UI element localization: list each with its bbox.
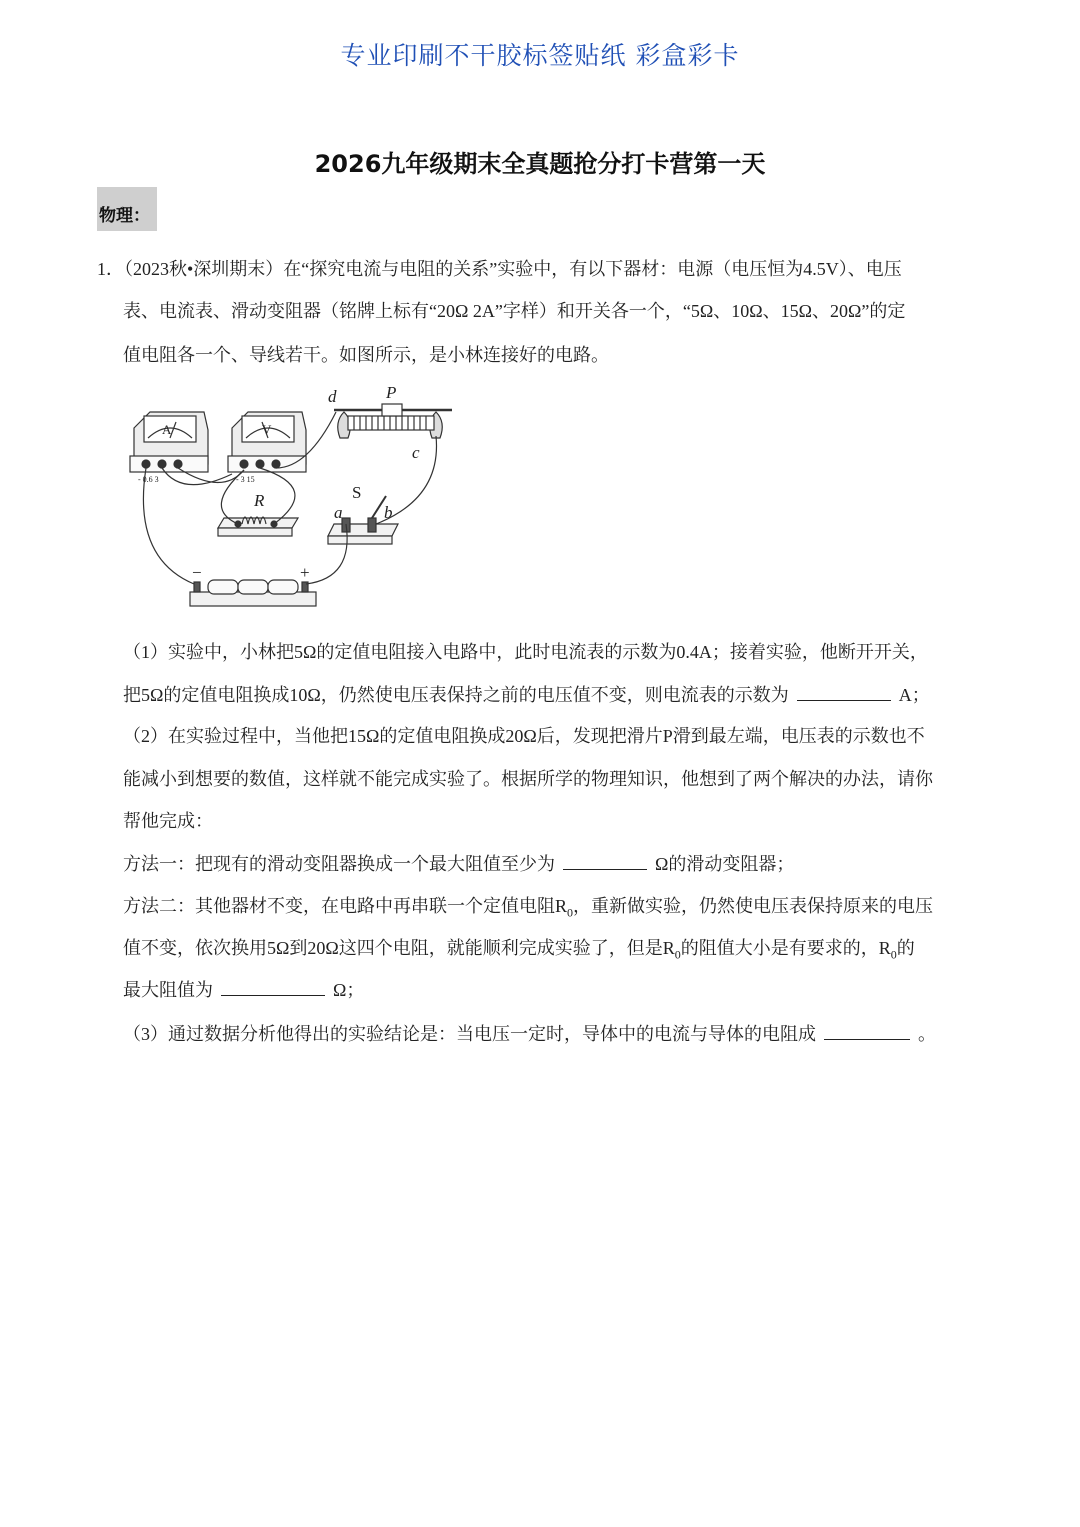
part1-line-1: （1）实验中，小林把5Ω的定值电阻接入电路中，此时电流表的示数为0.4A；接着实验，他断开开关， (123, 642, 928, 662)
part2-line-1: （2）在实验过程中，当他把15Ω的定值电阻换成20Ω后，发现把滑片P滑到最左端，电压表的示数也不 (123, 726, 925, 746)
part3-end: 。 (918, 1024, 936, 1044)
method2-text-2: ，重新做实验，仍然使电压表保持原来的电压 (573, 896, 934, 916)
method2-text-4: 的阻值大小是有要求的，R (680, 938, 891, 958)
method2-line-2 (123, 934, 915, 963)
answer-blank-4[interactable] (824, 1021, 910, 1040)
method1-unit: Ω的滑动变阻器； (655, 854, 795, 874)
label-R: R (254, 491, 265, 510)
part1-unit: A； (898, 685, 930, 705)
label-a: a (334, 503, 343, 522)
label-P: P (386, 383, 397, 402)
label-minus: − (192, 563, 202, 582)
part1-line-2-text: 把5Ω的定值电阻换成10Ω，仍然使电压表保持之前的电压值不变，则电流表的示数为 (123, 685, 789, 705)
voltmeter-terminal-labels: - 3 15 (236, 475, 255, 484)
subject-label: 物理： (97, 187, 157, 231)
method2-text-1: 方法二：其他器材不变，在电路中再串联一个定值电阻R (123, 896, 568, 916)
part1-line-2 (123, 681, 930, 707)
method2-line-1 (123, 892, 933, 921)
circuit-diagram (122, 378, 472, 610)
method2-text-3: 值不变，依次换用5Ω到20Ω这四个电阻，就能顺利完成实验了，但是R (123, 938, 675, 958)
question-line-2: 表、电流表、滑动变阻器（铭牌上标有“20Ω 2A”字样）和开关各一个，“5Ω、10Ω、15Ω、20Ω”的定 (123, 301, 906, 321)
page-title: 2026九年级期末全真题抢分打卡营第一天 (314, 150, 766, 178)
r0-subscript: 0 (674, 947, 681, 962)
ammeter (130, 412, 208, 472)
rheostat (334, 404, 452, 438)
method2-line-3 (123, 976, 364, 1002)
part2-line-3: 帮他完成： (123, 811, 213, 831)
label-S: S (352, 483, 362, 502)
question-line-3: 值电阻各一个、导线若干。如图所示，是小林连接好的电路。 (123, 345, 609, 365)
header-banner: 专业印刷不干胶标签贴纸 彩盒彩卡 (340, 41, 740, 70)
method2-text-6: 最大阻值为 (123, 980, 213, 1000)
method1-text: 方法一：把现有的滑动变阻器换成一个最大阻值至少为 (123, 854, 555, 874)
answer-blank-1[interactable] (797, 682, 891, 701)
answer-blank-2[interactable] (563, 851, 647, 870)
part3-line (123, 1020, 936, 1046)
method2-text-5: 的 (896, 938, 915, 958)
voltmeter-letter: V (262, 422, 272, 437)
answer-blank-3[interactable] (221, 977, 325, 996)
ammeter-terminal-labels: - 0.6 3 (138, 475, 159, 484)
label-b: b (384, 503, 393, 522)
part3-text: （3）通过数据分析他得出的实验结论是：当电压一定时，导体中的电流与导体的电阻成 (123, 1024, 816, 1044)
method2-unit: Ω； (333, 980, 365, 1000)
battery (190, 580, 316, 606)
method1-line (123, 850, 794, 876)
label-plus: + (300, 563, 310, 582)
ammeter-letter: A (162, 422, 172, 437)
label-c: c (412, 443, 420, 462)
question-line-1: 1．（2023秋•深圳期末）在“探究电流与电阻的关系”实验中，有以下器材：电源（电压恒为4.5V）、电压 (97, 259, 902, 279)
r0-subscript: 0 (890, 947, 897, 962)
r0-subscript: 0 (567, 905, 574, 920)
part2-line-2: 能减小到想要的数值，这样就不能完成实验了。根据所学的物理知识，他想到了两个解决的办法，请你 (123, 769, 933, 789)
label-d: d (328, 387, 337, 406)
